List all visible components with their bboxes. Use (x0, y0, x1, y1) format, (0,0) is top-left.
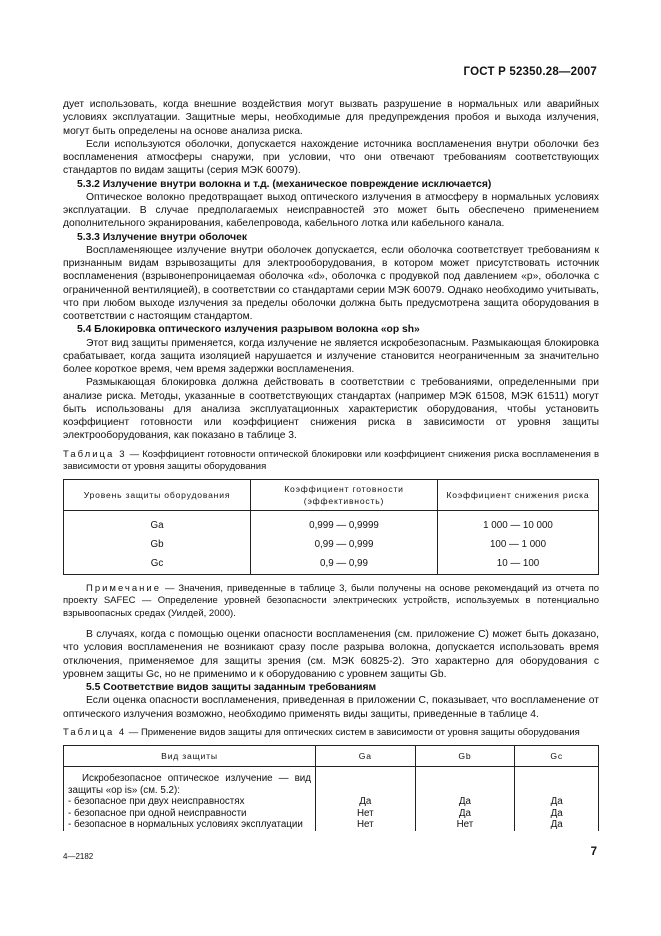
table-cell: Искробезопасное оптическое излучение — вид защиты «op is» (см. 5.2): (64, 773, 316, 796)
footer-print-code: 4—2182 (63, 852, 94, 861)
table-row (64, 555, 599, 575)
table-cell: Да (415, 796, 515, 808)
paragraph: Если используются оболочки, допускается нахождение источника воспламенения внутри оболочки без воспламенения атмосферы снаружи, при условии, что они отвечают требованиям соответствующих стандартов по видам защиты (серия МЭК 60079). (63, 138, 599, 177)
paragraph: Воспламеняющее излучение внутри оболочек допускается, если оболочка соответствует требованиям к признанным видам взрывозащиты для электрооборудования, в котором может присутствовать источник воспламенения (взрывонепроницаемая оболочка «d», оболочка с продувкой под давлением «р», оболочка с ограниченной вентиляцией), в соответствии со стандартами серии МЭК 60079. Однако необходимо учитывать, что при любом выходе излучения за пределы оболочки должна быть предусмотрена защита оборудования в соответствии с настоящим стандартом. (63, 244, 599, 322)
table-cell: 0,9 — 0,99 (251, 555, 438, 575)
table-header-cell: Ga (316, 746, 416, 767)
table-cell: Да (515, 819, 599, 831)
paragraph: В случаях, когда с помощью оценки опасности воспламенения (см. приложение С) может быть доказано, что условия воспламенения не возникают сразу после разрыва волокна, допускается использовать время отключения, применяемое для защиты зрения (см. МЭК 60825-2). Это характерно для оборудования с уровнем защиты Gc, но не применимо и к оборудованию с уровнем защиты Gb. (63, 629, 599, 680)
table-header-cell: Gc (515, 746, 599, 767)
section-heading-5-3-3: 5.3.3 Излучение внутри оболочек (77, 231, 248, 243)
table-cell: 100 — 1 000 (438, 536, 599, 555)
table-cell: Нет (316, 808, 416, 820)
table-4-caption-label: Таблица 4 (63, 726, 127, 738)
table-header-cell: Коэффициент снижения риска (438, 479, 599, 510)
table-3 (63, 479, 599, 575)
table-cell: 0,99 — 0,999 (251, 536, 438, 555)
table-header-cell: Уровень защиты оборудования (64, 479, 251, 510)
table-cell: Да (415, 808, 515, 820)
table-header-row (64, 746, 599, 767)
note-text: — Значения, приведенные в таблице 3, были получены на основе рекомендаций из отчета по проекту SAFEC — Определение уровней безопасности электрических устройств, используемых в потенциально взрывоопасных средах (Уилдей, 2000). (63, 582, 599, 619)
table-cell: - безопасное в нормальных условиях эксплуатации (64, 819, 316, 831)
paragraph: Этот вид защиты применяется, когда излучение не является искробезопасным. Размыкающая блокировка срабатывает, когда защита изоляцией нарушается и излучение становится неограниченным за значительно более короткое время, чем время задержки воспламенения. (63, 337, 599, 375)
table-row (64, 819, 599, 831)
document-header: ГОСТ Р 52350.28—2007 (463, 66, 597, 78)
table-cell: 1 000 — 10 000 (438, 517, 599, 536)
paragraph: Оптическое волокно предотвращает выход оптического излучения в атмосферу в нормальных условиях эксплуатации. В случае предполагаемых неисправностей это может быть обеспечено применением дополнительного экранирования, кабелепровода, кабельного лотка или кабельного канала. (63, 191, 599, 230)
table-4-caption-text: — Применение видов защиты для оптических систем в зависимости от уровня защиты оборудования (126, 726, 580, 738)
table-3-caption-text: — Коэффициент готовности оптической блокировки или коэффициент снижения риска воспламенения в зависимости от уровня защиты оборудования (63, 448, 600, 472)
table-cell: Нет (415, 819, 515, 831)
document-body (63, 98, 599, 831)
paragraph: дует использовать, когда внешние воздействия могут вызвать разрушение в нормальных или аварийных условиях эксплуатации. Защитные меры, необходимые для предупреждения пробоя и выхода излучения, могут быть определены на основе анализа риска. (63, 99, 599, 137)
table-cell: Gb (64, 536, 251, 555)
table-row (64, 808, 599, 820)
table-row (64, 536, 599, 555)
table-cell: 10 — 100 (438, 555, 599, 575)
table-header-cell: Коэффициент готовности (эффективность) (251, 479, 438, 510)
note-label: Примечание (86, 582, 161, 594)
table-header-cell: Gb (415, 746, 515, 767)
table-header-cell: Вид защиты (64, 746, 316, 767)
table-cell: Нет (316, 819, 416, 831)
table-3-caption (63, 449, 599, 474)
table-cell: - безопасное при двух неисправностях (64, 796, 316, 808)
section-heading-5-5: 5.5 Соответствие видов защиты заданным требованиям (86, 682, 377, 693)
table-4 (63, 745, 599, 831)
table-4-caption (63, 727, 599, 740)
table-3-caption-label: Таблица 3 (63, 448, 127, 460)
table-row (64, 517, 599, 536)
section-heading-5-4: 5.4 Блокировка оптического излучения разрывом волокна «op sh» (77, 324, 420, 336)
table-cell: - безопасное при одной неисправности (64, 808, 316, 820)
table-cell: Да (515, 808, 599, 820)
table-3-note (63, 583, 599, 621)
paragraph: Если оценка опасности воспламенения, приведенная в приложении С, показывает, что воспламенение от оптического излучения возможно, необходимо применять виды защиты, приведенные в таблице 4. (63, 695, 599, 720)
table-cell: Ga (64, 517, 251, 536)
page-number: 7 (590, 846, 597, 858)
table-cell: Да (515, 796, 599, 808)
table-row (64, 773, 599, 796)
table-row (64, 796, 599, 808)
paragraph: Размыкающая блокировка должна действовать в соответствии с требованиями, определенными при анализе риска. Методы, указанные в соответствующих стандартах (например МЭК 61508, МЭК 61511) могут быть использованы для анализа эксплуатационных характеристик оборудования, чтобы установить коэффициент готовности или коэффициент снижения риска в зависимости от уровня защиты электрооборудования, как показано в таблице 3. (63, 377, 599, 442)
table-cell: 0,999 — 0,9999 (251, 517, 438, 536)
table-cell: Gc (64, 555, 251, 575)
section-heading-5-3-2: 5.3.2 Излучение внутри волокна и т.д. (механическое повреждение исключается) (77, 178, 492, 190)
table-header-row (64, 479, 599, 510)
table-cell: Да (316, 796, 416, 808)
